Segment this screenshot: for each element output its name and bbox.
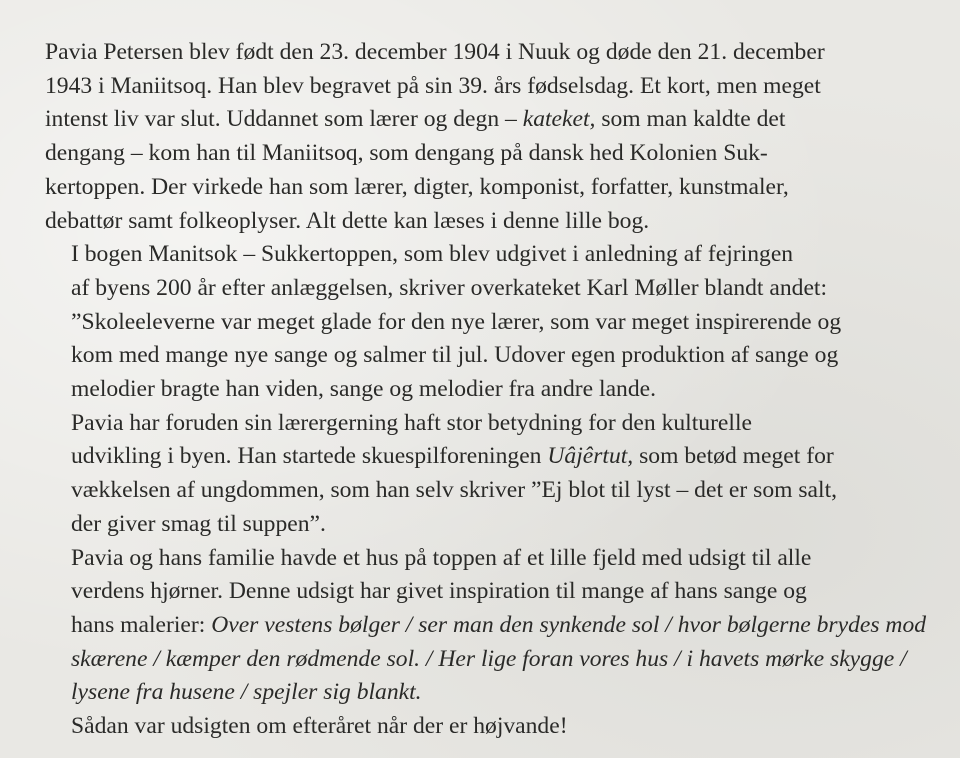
text-run: Sådan var udsigten om efteråret når der er højvande! <box>71 713 568 740</box>
body-paragraph <box>45 710 925 744</box>
body-paragraph <box>45 36 925 238</box>
text-line <box>45 238 925 272</box>
text-run: 1943 i Maniitsoq. Han blev begravet på sin 39. års fødselsdag. Et kort, men meget <box>45 72 821 99</box>
italic-text-run: skærene / kæmper den rødmende sol. / Her lige foran vores hus / i havets mørke skygge / <box>71 645 907 672</box>
text-run: som man kaldte det <box>595 106 786 133</box>
text-run: hans malerier: <box>71 611 212 638</box>
body-paragraph <box>45 542 925 711</box>
text-line <box>45 339 925 373</box>
text-run: Pavia Petersen blev født den 23. december 1904 i Nuuk og døde den 21. december <box>45 39 825 65</box>
body-paragraph <box>45 407 925 542</box>
text-line <box>45 440 925 474</box>
text-run: kom med mange nye sange og salmer til jul. Udover egen produktion af sange og <box>71 342 839 369</box>
text-line <box>45 205 925 239</box>
text-run: dengang – kom han til Maniitsoq, som dengang på dansk hed Kolonien Suk- <box>45 140 768 167</box>
text-run: ”Skoleeleverne var meget glade for den nye lærer, som var meget inspirerende og <box>71 308 842 335</box>
text-line <box>45 542 925 576</box>
text-run: vækkelsen af ungdommen, som han selv skriver ”Ej blot til lyst – det er som salt, <box>71 477 838 504</box>
text-line <box>45 407 925 441</box>
text-run: kertoppen. Der virkede han som lærer, digter, komponist, forfatter, kunstmaler, <box>45 173 789 200</box>
text-run: der giver smag til suppen”. <box>71 510 326 537</box>
italic-text-run: kateket, <box>522 106 596 133</box>
text-line <box>45 609 925 643</box>
italic-text-run: lysene fra husene / spejler sig blankt. <box>71 679 422 706</box>
text-run: debattør samt folkeoplyser. Alt dette kan læses i denne lille bog. <box>45 207 650 234</box>
text-line <box>45 508 925 542</box>
text-line <box>45 474 925 508</box>
text-line <box>45 36 925 70</box>
text-run: melodier bragte han viden, sange og melodier fra andre lande. <box>71 376 657 403</box>
text-run: I bogen Manitsok – Sukkertoppen, som blev udgivet i anledning af fejringen <box>71 241 794 268</box>
text-line <box>45 137 925 171</box>
text-run: intenst liv var slut. Uddannet som lærer og degn – <box>45 106 523 133</box>
text-run: som betød meget for <box>633 443 834 470</box>
text-line <box>45 70 925 104</box>
text-line <box>45 373 925 407</box>
text-line <box>45 306 925 340</box>
italic-text-run: Over vestens bølger / ser man den synkende sol / hvor bølgerne brydes mod <box>211 611 927 638</box>
text-line <box>45 272 925 306</box>
text-line <box>45 643 925 677</box>
text-line <box>45 676 925 710</box>
text-run: udvikling i byen. Han startede skuespilforeningen <box>71 443 548 470</box>
text-run: Pavia har foruden sin lærergerning haft stor betydning for den kulturelle <box>71 409 752 436</box>
body-paragraph <box>45 238 925 407</box>
text-line <box>45 103 925 137</box>
text-line <box>45 171 925 205</box>
text-run: Pavia og hans familie havde et hus på toppen af et lille fjeld med udsigt til alle <box>71 544 812 571</box>
document-page <box>45 36 925 744</box>
text-run: verdens hjørner. Denne udsigt har givet inspiration til mange af hans sange og <box>71 578 807 605</box>
text-line <box>45 575 925 609</box>
italic-text-run: Uâjêrtut, <box>547 443 634 470</box>
text-line <box>45 710 925 744</box>
text-run: af byens 200 år efter anlæggelsen, skriver overkateket Karl Møller blandt andet: <box>71 274 828 301</box>
